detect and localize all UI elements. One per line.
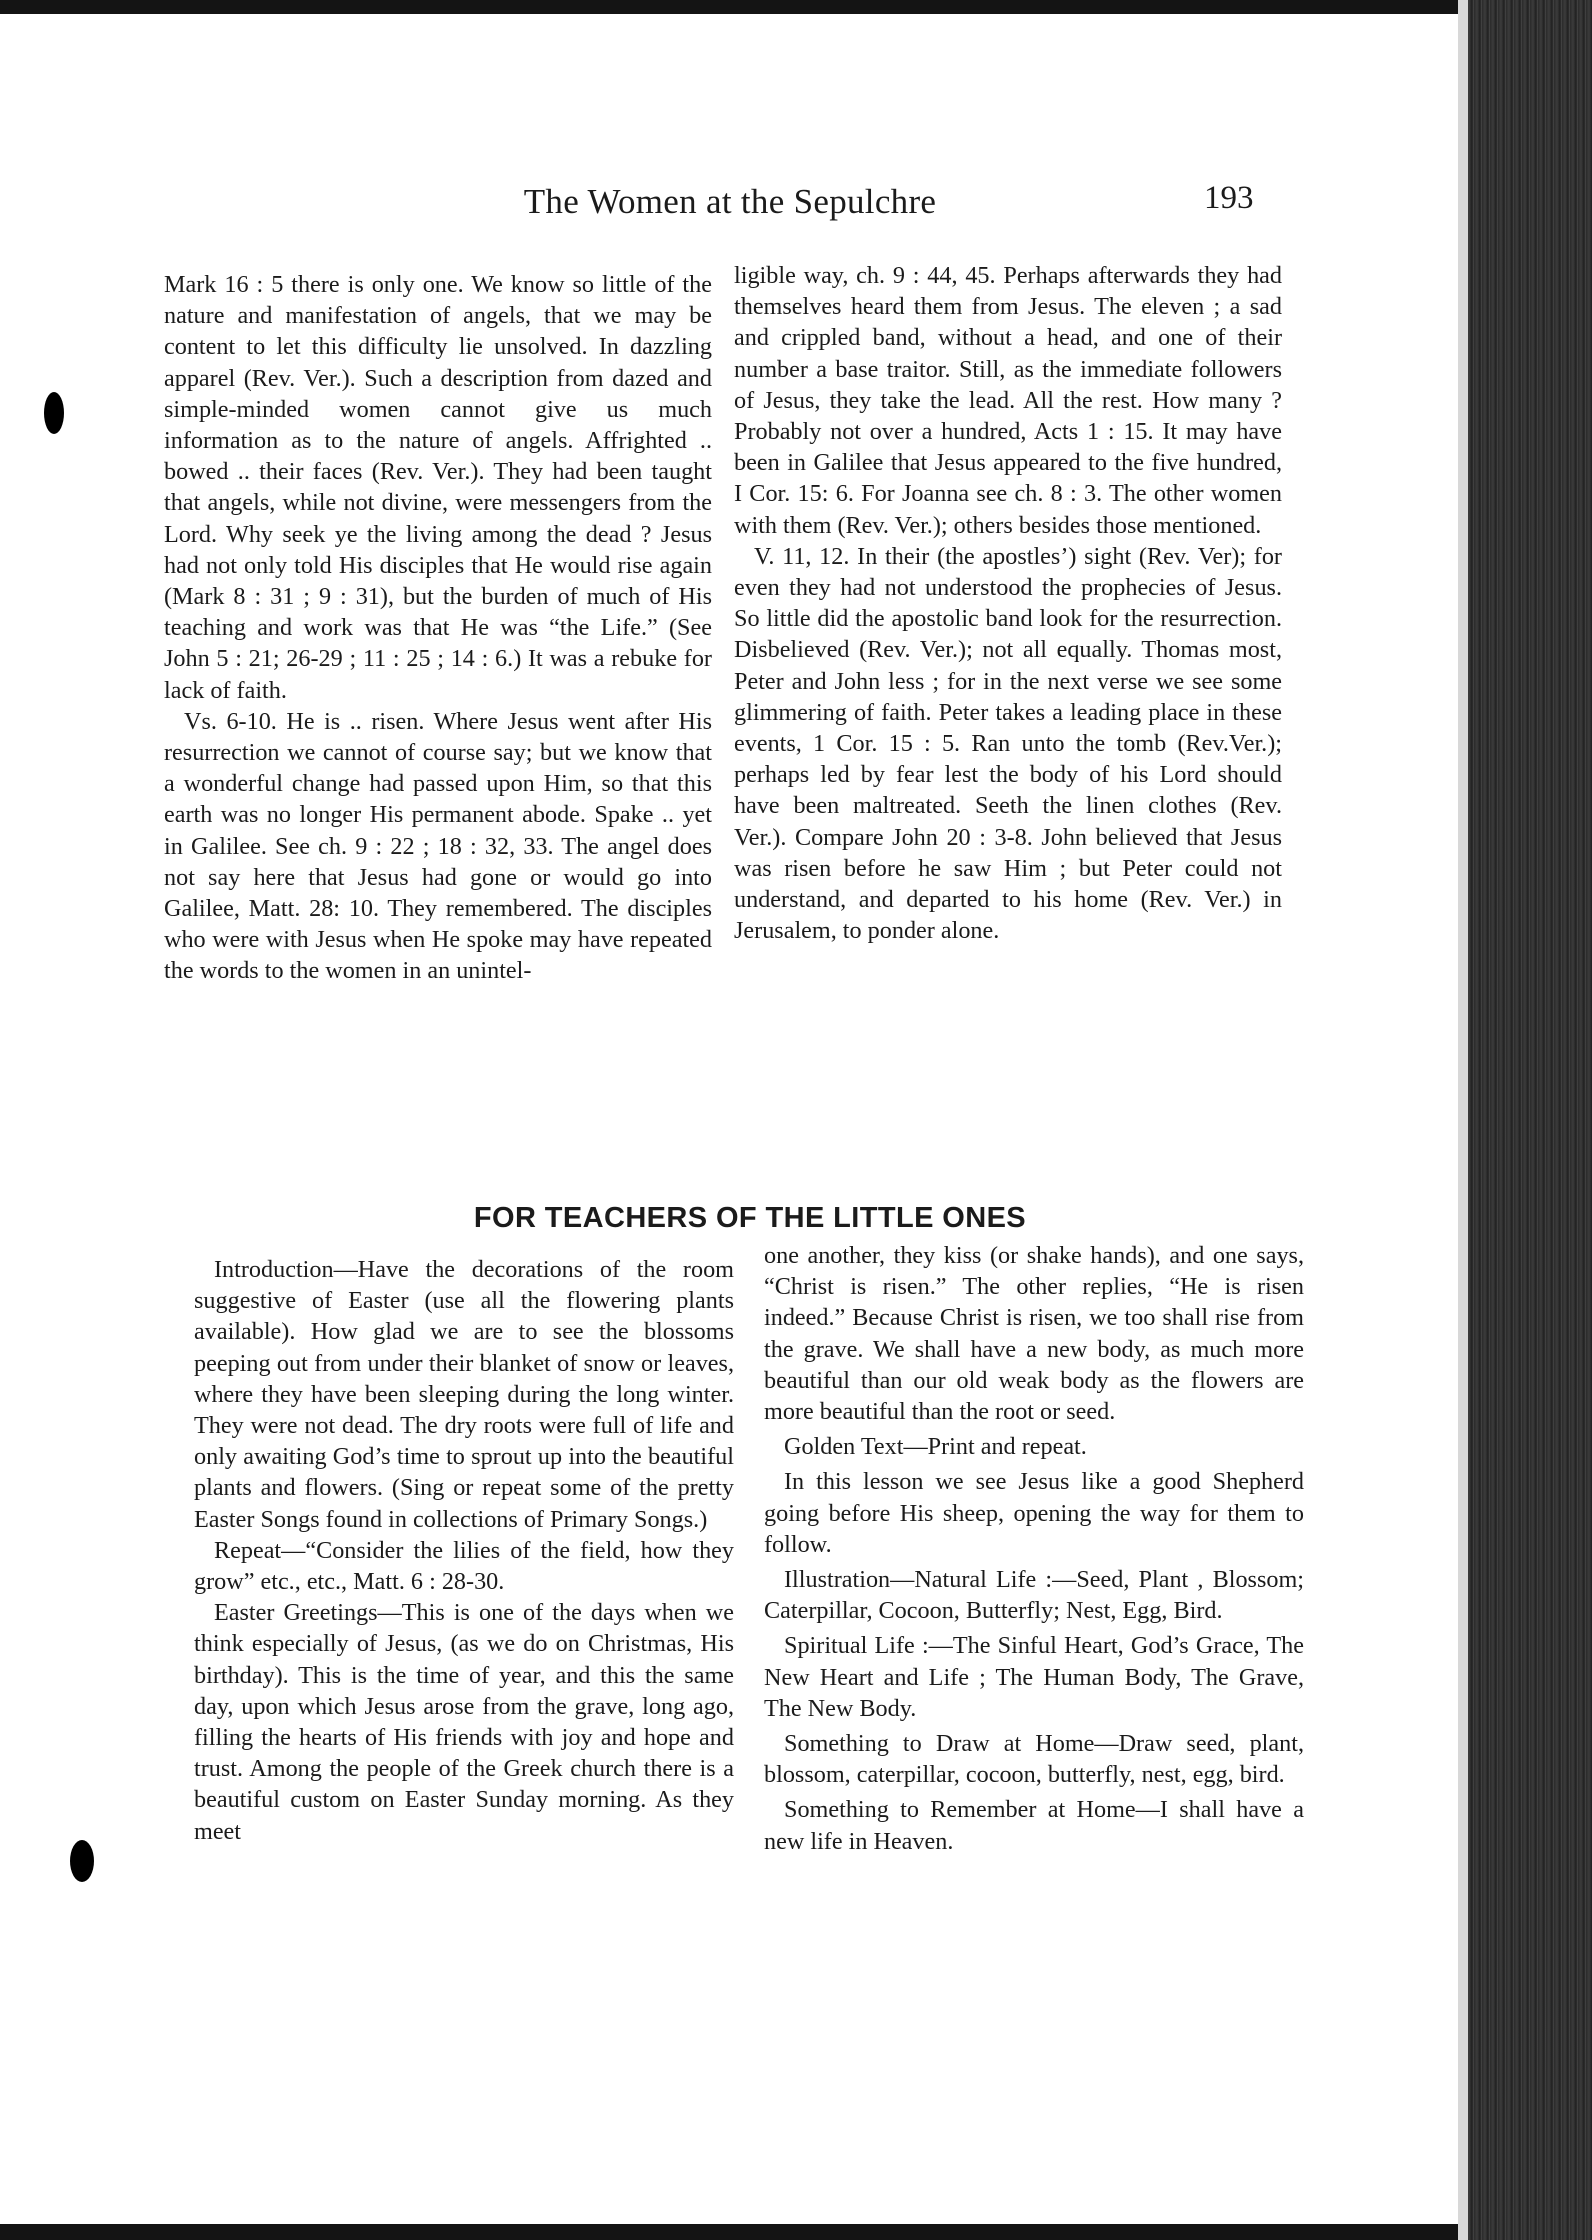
paragraph: Illustration—Natural Life :—Seed, Plant , Blossom; Caterpillar, Cocoon, Butterfly; Nest, Egg, Bird. <box>764 1566 1304 1625</box>
punch-hole <box>44 392 64 434</box>
book-page <box>0 14 1458 2224</box>
section-heading: FOR TEACHERS OF THE LITTLE ONES <box>473 1202 1027 1234</box>
commentary-column-left <box>164 269 712 987</box>
paragraph: Spiritual Life :—The Sinful Heart, God’s Grace, The New Heart and Life ; The Human Body, The Grave, The New Body. <box>764 1632 1304 1722</box>
teachers-column-right <box>764 1240 1304 1861</box>
page-number: 193 <box>1204 180 1254 216</box>
paragraph: Vs. 6-10. He is .. risen. Where Jesus went after His resurrection we cannot of course say; but we know that a wonderful change had passed upon Him, so that this earth was no longer His permanent abode. Spake .. yet in Galilee. See ch. 9 : 22 ; 18 : 32, 33. The angel does not say here that Jesus had gone or would go into Galilee, Matt. 28: 10. They remembered. The disciples who were with Jesus when He spoke may have repeated the words to the women in an unintel- <box>164 707 712 985</box>
running-title: The Women at the Sepulchre <box>523 182 937 221</box>
punch-hole <box>70 1840 94 1882</box>
paragraph: In this lesson we see Jesus like a good Shepherd going before His sheep, opening the way for them to follow. <box>764 1468 1304 1558</box>
paragraph: Mark 16 : 5 there is only one. We know so little of the nature and manifestation of angels, that we may be content to let this difficulty lie unsolved. In dazzling apparel (Rev. Ver.). Such a description from dazed and simple-minded women cannot give us much information as to the nature of angels. Affrighted .. bowed .. their faces (Rev. Ver.). They had been taught that angels, while not divine, were messengers from the Lord. Why seek ye the living among the dead ? Jesus had not only told His disciples that He would rise again (Mark 8 : 31 ; 9 : 31), but the burden of much of His teaching and work was that He was “the Life.” (See John 5 : 21; 26-29 ; 11 : 25 ; 14 : 6.) It was a rebuke for lack of faith. <box>164 271 712 704</box>
paragraph: Something to Remember at Home—I shall have a new life in Heaven. <box>764 1796 1304 1855</box>
paragraph: Easter Greetings—This is one of the days when we think especially of Jesus, (as we do on Christmas, His birthday). This is the time of year, and this the same day, upon which Jesus arose from the grave, long ago, filling the hearts of His friends with joy and hope and trust. Among the people of the Greek church there is a beautiful custom on Easter Sunday morning. As they meet <box>194 1599 734 1845</box>
paragraph: ligible way, ch. 9 : 44, 45. Perhaps afterwards they had themselves heard them from Jesus. The eleven ; a sad and crippled band, without a head, and one of their number a base traitor. Still, as the immediate followers of Jesus, they take the lead. All the rest. How many ? Probably not over a hundred, Acts 1 : 15. It may have been in Galilee that Jesus appeared to the five hundred, I Cor. 15: 6. For Joanna see ch. 8 : 3. The other women with them (Rev. Ver.); others besides those mentioned. <box>734 262 1282 539</box>
paragraph: Golden Text—Print and repeat. <box>784 1433 1087 1461</box>
paragraph: one another, they kiss (or shake hands), and one says, “Christ is risen.” The other replies, “He is risen indeed.” Because Christ is risen, we too shall rise from the grave. We shall have a new body, as much more beautiful than our old weak body as the flowers are more beautiful than the root or seed. <box>764 1242 1304 1426</box>
book-page-edges <box>1458 0 1592 2240</box>
paragraph: Introduction—Have the decorations of the room suggestive of Easter (use all the flowering plants available). How glad we are to see the blossoms peeping out from under their blanket of snow or leaves, where they have been sleeping during the long winter. They were not dead. The dry roots were full of life and only awaiting God’s time to sprout up into the beautiful plants and flowers. (Sing or repeat some of the pretty Easter Songs found in collections of Primary Songs.) <box>194 1256 734 1533</box>
teachers-column-left <box>194 1254 734 1847</box>
paragraph: Repeat—“Consider the lilies of the field, how they grow” etc., etc., Matt. 6 : 28-30. <box>194 1536 734 1596</box>
paragraph: V. 11, 12. In their (the apostles’) sight (Rev. Ver); for even they had not understood the prophecies of Jesus. So little did the apostolic band look for the resurrection. Disbelieved (Rev. Ver.); not all equally. Thomas most, Peter and John less ; for in the next verse we see some glimmering of faith. Peter takes a leading place in these events, 1 Cor. 15 : 5. Ran unto the tomb (Rev.Ver.); perhaps led by fear lest the body of his Lord should have been maltreated. Seeth the linen clothes (Rev. Ver.). Compare John 20 : 3-8. John believed that Jesus was risen before he saw Him ; but Peter could not understand, and departed to his home (Rev. Ver.) in Jerusalem, to ponder alone. <box>734 542 1282 945</box>
commentary-column-right <box>734 260 1282 946</box>
paragraph: Something to Draw at Home—Draw seed, plant, blossom, caterpillar, cocoon, butterfly, nest, egg, bird. <box>764 1730 1304 1789</box>
page-edge-highlight <box>1458 0 1468 2240</box>
